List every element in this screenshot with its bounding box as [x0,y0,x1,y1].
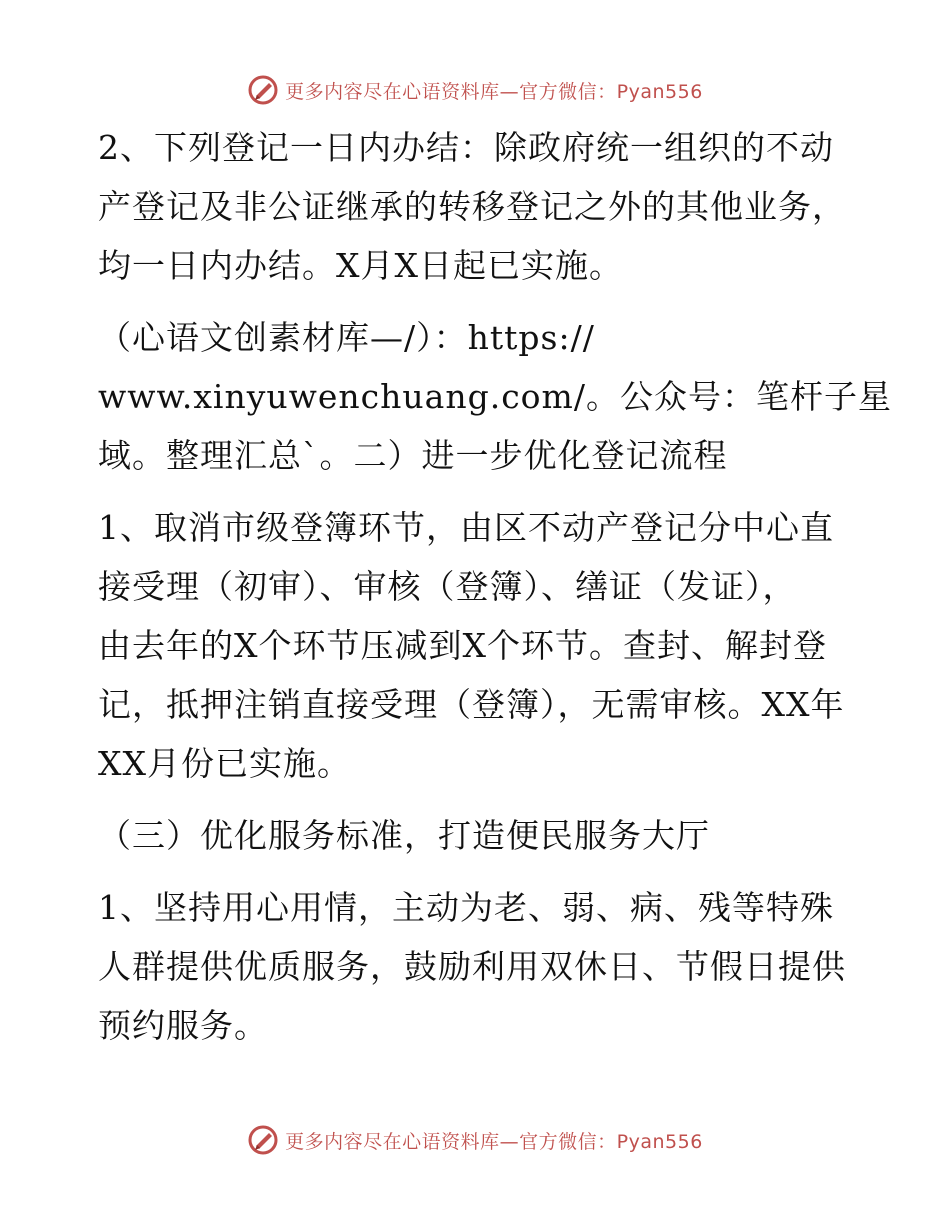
logo-icon [247,1124,279,1156]
text-line: www.xinyuwenchuang.com/。公众号：笔杆子星 [98,377,892,416]
footer-banner [0,1120,950,1160]
footer-banner-text: 更多内容尽在心语资料库—官方微信：Pyan556 [285,1130,703,1153]
text-line: XX月份已实施。 [98,744,351,783]
text-line: 2、下列登记一日内办结：除政府统一组织的不动 [98,128,834,167]
footer-banner-inner [247,1124,703,1156]
text-line: 接受理（初审）、审核（登簿）、缮证（发证）， [98,567,797,606]
text-line: 由去年的X个环节压减到X个环节。查封、解封登 [98,626,827,665]
text-line: 产登记及非公证继承的转移登记之外的其他业务， [98,187,846,226]
section-heading: （三）优化服务标准，打造便民服务大厅 [98,816,710,855]
text-line: 1、坚持用心用情，主动为老、弱、病、残等特殊 [98,888,834,927]
text-line: 人群提供优质服务，鼓励利用双休日、节假日提供 [98,947,846,986]
text-line: 均一日内办结。X月X日起已实施。 [98,246,623,285]
text-line: 预约服务。 [98,1006,268,1045]
header-banner-text: 更多内容尽在心语资料库—官方微信：Pyan556 [285,80,703,103]
section-heading: 域。整理汇总`。二）进一步优化登记流程 [98,436,728,475]
text-line: 1、取消市级登簿环节，由区不动产登记分中心直 [98,508,834,547]
text-line: 记，抵押注销直接受理（登簿），无需审核。XX年 [98,685,845,724]
text-line: （心语文创素材库—/）：https:// [98,318,595,357]
